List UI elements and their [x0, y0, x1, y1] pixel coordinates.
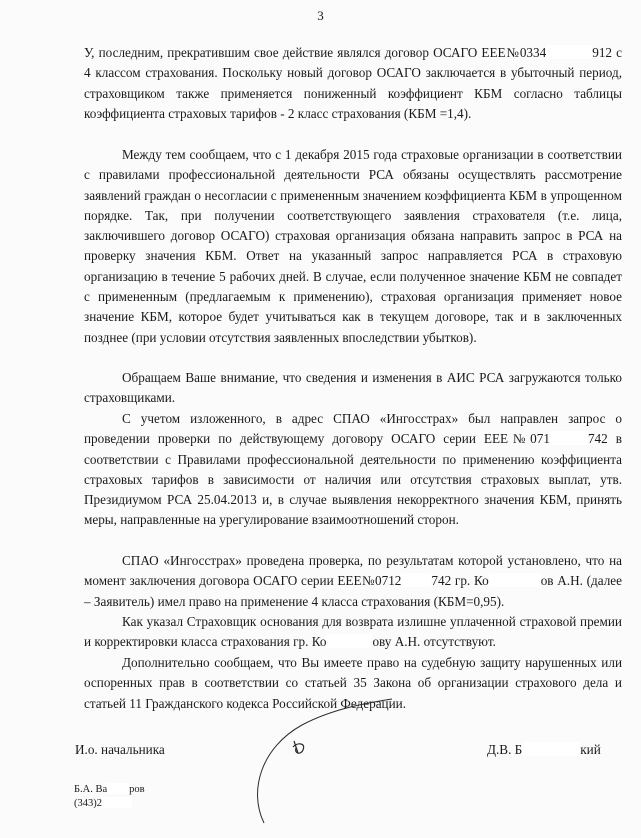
paragraph-no-grounds [84, 612, 622, 653]
paragraph-check-result [84, 551, 622, 612]
paragraph-text: У, последним, прекратившим свое действие являлся договор ОСАГО ЕЕЕ№0334 [84, 45, 547, 60]
paragraph-text: 742 гр. Ко [431, 573, 489, 589]
signatory-name-start: Д.В. Б [487, 742, 523, 757]
paragraph-text: ову А.Н. отсутствуют. [372, 634, 496, 650]
redaction-box [550, 431, 588, 445]
paragraph-request [84, 409, 622, 531]
executor-footer [74, 783, 145, 811]
paragraph-ais-rsa: Обращаем Ваше внимание, что сведения и изменения в АИС РСА загружаются только страховщиками. [84, 370, 622, 406]
signatory-position: И.о. начальника [75, 742, 165, 757]
signatory-name [487, 742, 601, 758]
paragraph-text: ов А.Н. (далее – Заявитель) имел право на применение 4 класса страхования (КБМ=0,95). [84, 573, 622, 609]
executor-name: Б.А. Ва ров [74, 784, 145, 795]
paragraph-text: СПАО «Ингосстрах» проведена проверка, по результатам которой установлено, что на момент заключения договора ОСАГО серии ЕЕЕ№0712 [84, 553, 622, 589]
paragraph-text: 742 в соответствии с Правилами профессиональной деятельности по применению коэффициента страховых тарифов в зависимости от наличия или отсутствия страховых выплат, утв. Президиумом РСА 25.04.2013 и, в случае выявления некорректного значения КБМ, принять меры, направленные на урегулирование взаимоотношений сторон. [84, 431, 622, 528]
paragraph-court-right: Дополнительно сообщаем, что Вы имеете право на судебную защиту нарушенных или оспоренных прав в соответствии со статьей 35 Закона об организации страхового дела и статьей 11 Гражданского кодекса Российской Федерации. [84, 655, 622, 711]
executor-phone: (343)2 [74, 797, 145, 811]
redaction-box [107, 783, 129, 794]
paragraph-text: С учетом изложенного, в адрес СПАО «Ингосстрах» был направлен запрос о проведении проверки по действующему договору ОСАГО серии ЕЕЕ№071 [84, 411, 622, 447]
redaction-box [401, 573, 431, 587]
paragraph-text: Как указал Страховщик основания для возврата излишне уплаченной страховой премии и корректировки класса страхования гр. Ко [84, 614, 622, 650]
page-number: 3 [317, 8, 324, 23]
paragraph-previous-contract [84, 43, 622, 124]
paragraph-rsa-procedure: Между тем сообщаем, что с 1 декабря 2015 года страховые организации в соответствии с правилами профессиональной деятельности РСА обязаны осуществлять рассмотрение заявлений граждан о несогласии с примененным значением коэффициента КБМ в упрощенном порядке. Так, при получении соответствующего заявления страхователя (т.е. лица, заключившего договор ОСАГО) страховая организация обязана направить запрос в РСА на проверку значения КБМ. Ответ на указанный запрос направляется РСА в страховую организацию в течение 5 рабочих дней. В случае, если полученное значение КБМ не совпадет с примененным (предлагаемым к применению), страховая организация применяет новое значение КБМ, которое будет учитываться как в текущем договоре, так и в заключенных позднее (при условии отсутствия заявленных впоследствии убытков). [84, 147, 622, 345]
handwritten-signature [240, 695, 400, 830]
redaction-box [546, 45, 592, 59]
redaction-box [326, 634, 372, 648]
signatory-name-end: кий [580, 742, 601, 757]
paragraph-text: 912 с 4 классом страхования. Поскольку новый договор ОСАГО заключается в убыточный период, страховщиком также применяется пониженный коэффициент КБМ согласно таблицы коэффициента страховых тарифов - 2 класс страхования (КБМ =1,4). [84, 45, 622, 121]
redaction-box [102, 797, 132, 808]
redaction-box [522, 742, 580, 756]
redaction-box [489, 573, 541, 587]
